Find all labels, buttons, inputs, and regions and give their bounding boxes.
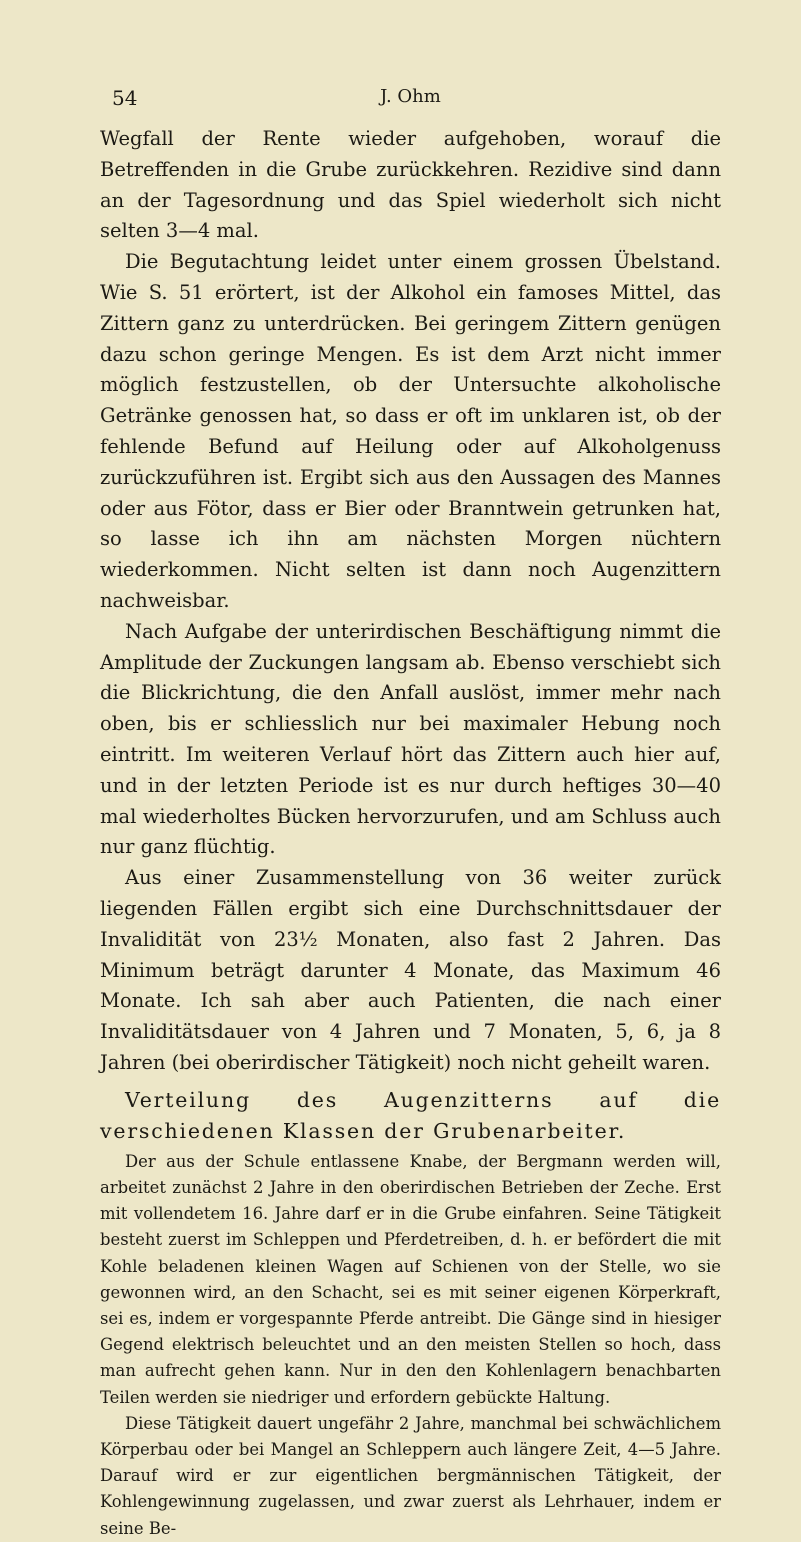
small-paragraph: Der aus der Schule entlassene Knabe, der Bergmann werden will, arbeitet zunächst 2 Jahre in den oberirdischen Betrieben der Zeche. Erst mit vollendetem 16. Jahre darf er in die Grube einfahren. Seine Tätigkeit besteht zuerst im Schleppen und Pferdetreiben, d. h. er befördert die mit Kohle beladenen kleinen Wagen auf Schienen von der Stelle, wo sie gewonnen wird, an den Schacht, sei es mit seiner eigenen Körperkraft, sei es, indem er vorgespannte Pferde antreibt. Die Gänge sind in hiesiger Gegend elektrisch beleuchtet und an den meisten Stellen so hoch, dass man aufrecht gehen kann. Nur in den den Kohlenlagern benachbarten Teilen werden sie niedriger und erfordern gebückte Haltung. bbox=[100, 1151, 721, 1407]
section-heading: Verteilung des Augenzitterns auf die verschiedenen Klassen der Grubenarbeiter. bbox=[100, 1087, 721, 1143]
paragraph: Die Begutachtung leidet unter einem grossen Übelstand. Wie S. 51 erörtert, ist der Alkohol ein famoses Mittel, das Zittern ganz zu unterdrücken. Bei geringem Zittern genügen dazu schon geringe Mengen. Es ist dem Arzt nicht immer möglich festzustellen, ob der Untersuchte alkoholische Getränke genossen hat, so dass er oft im unklaren ist, ob der fehlende Befund auf Heilung oder auf Alkoholgenuss zurückzuführen ist. Ergibt sich aus den Aussagen des Mannes oder aus Fötor, dass er Bier oder Branntwein getrunken hat, so lasse ich ihn am nächsten Morgen nüchtern wiederkommen. Nicht selten ist dann noch Augenzittern nachweisbar. bbox=[100, 250, 721, 612]
paragraph: Aus einer Zusammenstellung von 36 weiter zurück liegenden Fällen ergibt sich eine Durchschnittsdauer der Invalidität von 23½ Monaten, also fast 2 Jahren. Das Minimum beträgt darunter 4 Monate, das Maximum 46 Monate. Ich sah aber auch Patienten, die nach einer Invaliditätsdauer von 4 Jahren und 7 Monaten, 5, 6, ja 8 Jahren (bei oberirdischer Tätigkeit) noch nicht geheilt waren. bbox=[100, 866, 721, 1074]
running-head-author: J. Ohm bbox=[380, 86, 441, 107]
paragraph: Nach Aufgabe der unterirdischen Beschäftigung nimmt die Amplitude der Zuckungen langsam ab. Ebenso verschiebt sich die Blickrichtung, die den Anfall auslöst, immer mehr nach oben, bis er schliesslich nur bei maximaler Hebung noch eintritt. Im weiteren Verlauf hört das Zittern auch hier auf, und in der letzten Periode ist es nur durch heftiges 30—40 mal wiederholtes Bücken hervorzurufen, und am Schluss auch nur ganz flüchtig. bbox=[100, 619, 721, 859]
body-text bbox=[100, 124, 721, 1542]
small-paragraph: Diese Tätigkeit dauert ungefähr 2 Jahre, manchmal bei schwächlichem Körperbau oder bei Mangel an Schleppern auch längere Zeit, 4—5 Jahre. Darauf wird er zur eigentlichen bergmännischen Tätigkeit, der Kohlengewinnung zugelassen, und zwar zuerst als Lehrhauer, indem er seine Be- bbox=[100, 1413, 721, 1538]
paragraph: Wegfall der Rente wieder aufgehoben, worauf die Betreffenden in die Grube zurückkehren. Rezidive sind dann an der Tagesordnung und das Spiel wiederholt sich nicht selten 3—4 mal. bbox=[100, 127, 721, 243]
page-number: 54 bbox=[112, 86, 138, 110]
running-head bbox=[100, 86, 721, 112]
